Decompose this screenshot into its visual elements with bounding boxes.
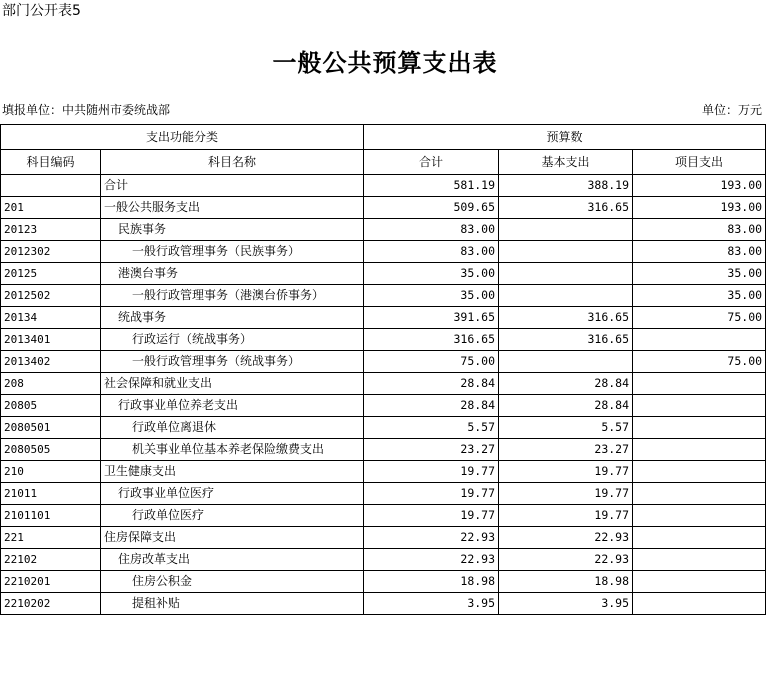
row-name: 行政单位医疗 xyxy=(101,505,364,527)
row-basic: 19.77 xyxy=(499,483,633,505)
row-code: 2013402 xyxy=(1,351,101,373)
row-name: 统战事务 xyxy=(101,307,364,329)
header-row-columns xyxy=(1,150,766,175)
row-basic: 388.19 xyxy=(499,175,633,197)
row-project: 193.00 xyxy=(633,175,766,197)
row-code: 20125 xyxy=(1,263,101,285)
table-row xyxy=(1,351,766,373)
row-code: 2101101 xyxy=(1,505,101,527)
row-total: 316.65 xyxy=(364,329,499,351)
row-basic: 316.65 xyxy=(499,197,633,219)
row-project xyxy=(633,483,766,505)
row-code: 20805 xyxy=(1,395,101,417)
row-project xyxy=(633,505,766,527)
row-project xyxy=(633,527,766,549)
row-total: 22.93 xyxy=(364,527,499,549)
row-code: 2080505 xyxy=(1,439,101,461)
row-basic: 19.77 xyxy=(499,505,633,527)
row-code: 2210201 xyxy=(1,571,101,593)
row-total: 581.19 xyxy=(364,175,499,197)
row-name: 社会保障和就业支出 xyxy=(101,373,364,395)
row-code: 2013401 xyxy=(1,329,101,351)
row-total: 28.84 xyxy=(364,373,499,395)
row-code: 2012502 xyxy=(1,285,101,307)
row-project xyxy=(633,461,766,483)
reporting-unit: 填报单位：中共随州市委统战部 xyxy=(2,103,171,117)
row-project: 83.00 xyxy=(633,241,766,263)
row-name: 住房公积金 xyxy=(101,571,364,593)
row-total: 35.00 xyxy=(364,285,499,307)
row-project xyxy=(633,417,766,439)
row-code: 2210202 xyxy=(1,593,101,615)
row-basic xyxy=(499,241,633,263)
table-row xyxy=(1,395,766,417)
row-code: 210 xyxy=(1,461,101,483)
row-total: 75.00 xyxy=(364,351,499,373)
row-code xyxy=(1,175,101,197)
header-project: 项目支出 xyxy=(633,150,766,175)
row-total: 22.93 xyxy=(364,549,499,571)
table-row xyxy=(1,197,766,219)
row-name: 一般行政管理事务（民族事务） xyxy=(101,241,364,263)
table-row xyxy=(1,439,766,461)
row-total: 391.65 xyxy=(364,307,499,329)
row-total: 83.00 xyxy=(364,241,499,263)
row-basic: 28.84 xyxy=(499,395,633,417)
table-row xyxy=(1,461,766,483)
row-name: 卫生健康支出 xyxy=(101,461,364,483)
row-total: 28.84 xyxy=(364,395,499,417)
row-total: 19.77 xyxy=(364,505,499,527)
row-basic xyxy=(499,263,633,285)
row-name: 行政事业单位养老支出 xyxy=(101,395,364,417)
row-code: 21011 xyxy=(1,483,101,505)
row-name: 民族事务 xyxy=(101,219,364,241)
table-row xyxy=(1,329,766,351)
row-basic xyxy=(499,219,633,241)
table-row xyxy=(1,571,766,593)
row-basic: 316.65 xyxy=(499,307,633,329)
row-total: 3.95 xyxy=(364,593,499,615)
header-func-class: 支出功能分类 xyxy=(1,125,364,150)
row-code: 2012302 xyxy=(1,241,101,263)
page-title: 一般公共预算支出表 xyxy=(272,48,498,77)
row-basic: 19.77 xyxy=(499,461,633,483)
table-row xyxy=(1,549,766,571)
row-name: 港澳台事务 xyxy=(101,263,364,285)
row-code: 201 xyxy=(1,197,101,219)
table-body xyxy=(1,175,766,615)
header-basic: 基本支出 xyxy=(499,150,633,175)
row-basic: 5.57 xyxy=(499,417,633,439)
row-project: 83.00 xyxy=(633,219,766,241)
row-code: 22102 xyxy=(1,549,101,571)
row-project xyxy=(633,373,766,395)
row-basic: 23.27 xyxy=(499,439,633,461)
row-basic: 3.95 xyxy=(499,593,633,615)
table-row xyxy=(1,483,766,505)
row-total: 18.98 xyxy=(364,571,499,593)
row-project xyxy=(633,439,766,461)
row-project: 75.00 xyxy=(633,351,766,373)
table-row xyxy=(1,505,766,527)
table-row xyxy=(1,175,766,197)
header-budget: 预算数 xyxy=(364,125,766,150)
row-name: 行政事业单位医疗 xyxy=(101,483,364,505)
row-total: 83.00 xyxy=(364,219,499,241)
row-code: 221 xyxy=(1,527,101,549)
header-name: 科目名称 xyxy=(101,150,364,175)
row-name: 住房保障支出 xyxy=(101,527,364,549)
row-total: 19.77 xyxy=(364,461,499,483)
table-row xyxy=(1,263,766,285)
budget-table xyxy=(0,124,766,615)
row-basic: 316.65 xyxy=(499,329,633,351)
table-row xyxy=(1,593,766,615)
row-name: 一般公共服务支出 xyxy=(101,197,364,219)
row-basic xyxy=(499,351,633,373)
row-name: 一般行政管理事务（统战事务） xyxy=(101,351,364,373)
row-basic: 28.84 xyxy=(499,373,633,395)
row-name: 住房改革支出 xyxy=(101,549,364,571)
row-name: 行政单位离退休 xyxy=(101,417,364,439)
row-project: 35.00 xyxy=(633,285,766,307)
currency-unit: 单位：万元 xyxy=(701,103,762,117)
table-row xyxy=(1,373,766,395)
row-code: 2080501 xyxy=(1,417,101,439)
row-project: 35.00 xyxy=(633,263,766,285)
form-number-label: 部门公开表5 xyxy=(2,3,81,19)
row-name: 提租补贴 xyxy=(101,593,364,615)
row-name: 行政运行（统战事务） xyxy=(101,329,364,351)
row-total: 509.65 xyxy=(364,197,499,219)
row-basic: 22.93 xyxy=(499,549,633,571)
row-name: 合计 xyxy=(101,175,364,197)
row-project: 75.00 xyxy=(633,307,766,329)
row-total: 19.77 xyxy=(364,483,499,505)
row-project xyxy=(633,571,766,593)
row-code: 20123 xyxy=(1,219,101,241)
row-basic xyxy=(499,285,633,307)
row-code: 20134 xyxy=(1,307,101,329)
table-row xyxy=(1,219,766,241)
row-name: 一般行政管理事务（港澳台侨事务） xyxy=(101,285,364,307)
row-total: 23.27 xyxy=(364,439,499,461)
table-row xyxy=(1,285,766,307)
report-meta xyxy=(0,100,766,120)
row-project xyxy=(633,329,766,351)
row-basic: 18.98 xyxy=(499,571,633,593)
row-project xyxy=(633,549,766,571)
row-project xyxy=(633,593,766,615)
table-row xyxy=(1,241,766,263)
row-total: 35.00 xyxy=(364,263,499,285)
header-row-group xyxy=(1,125,766,150)
row-code: 208 xyxy=(1,373,101,395)
row-total: 5.57 xyxy=(364,417,499,439)
table-row xyxy=(1,527,766,549)
table-row xyxy=(1,307,766,329)
header-code: 科目编码 xyxy=(1,150,101,175)
table-row xyxy=(1,417,766,439)
row-name: 机关事业单位基本养老保险缴费支出 xyxy=(101,439,364,461)
row-basic: 22.93 xyxy=(499,527,633,549)
row-project xyxy=(633,395,766,417)
row-project: 193.00 xyxy=(633,197,766,219)
header-total: 合计 xyxy=(364,150,499,175)
